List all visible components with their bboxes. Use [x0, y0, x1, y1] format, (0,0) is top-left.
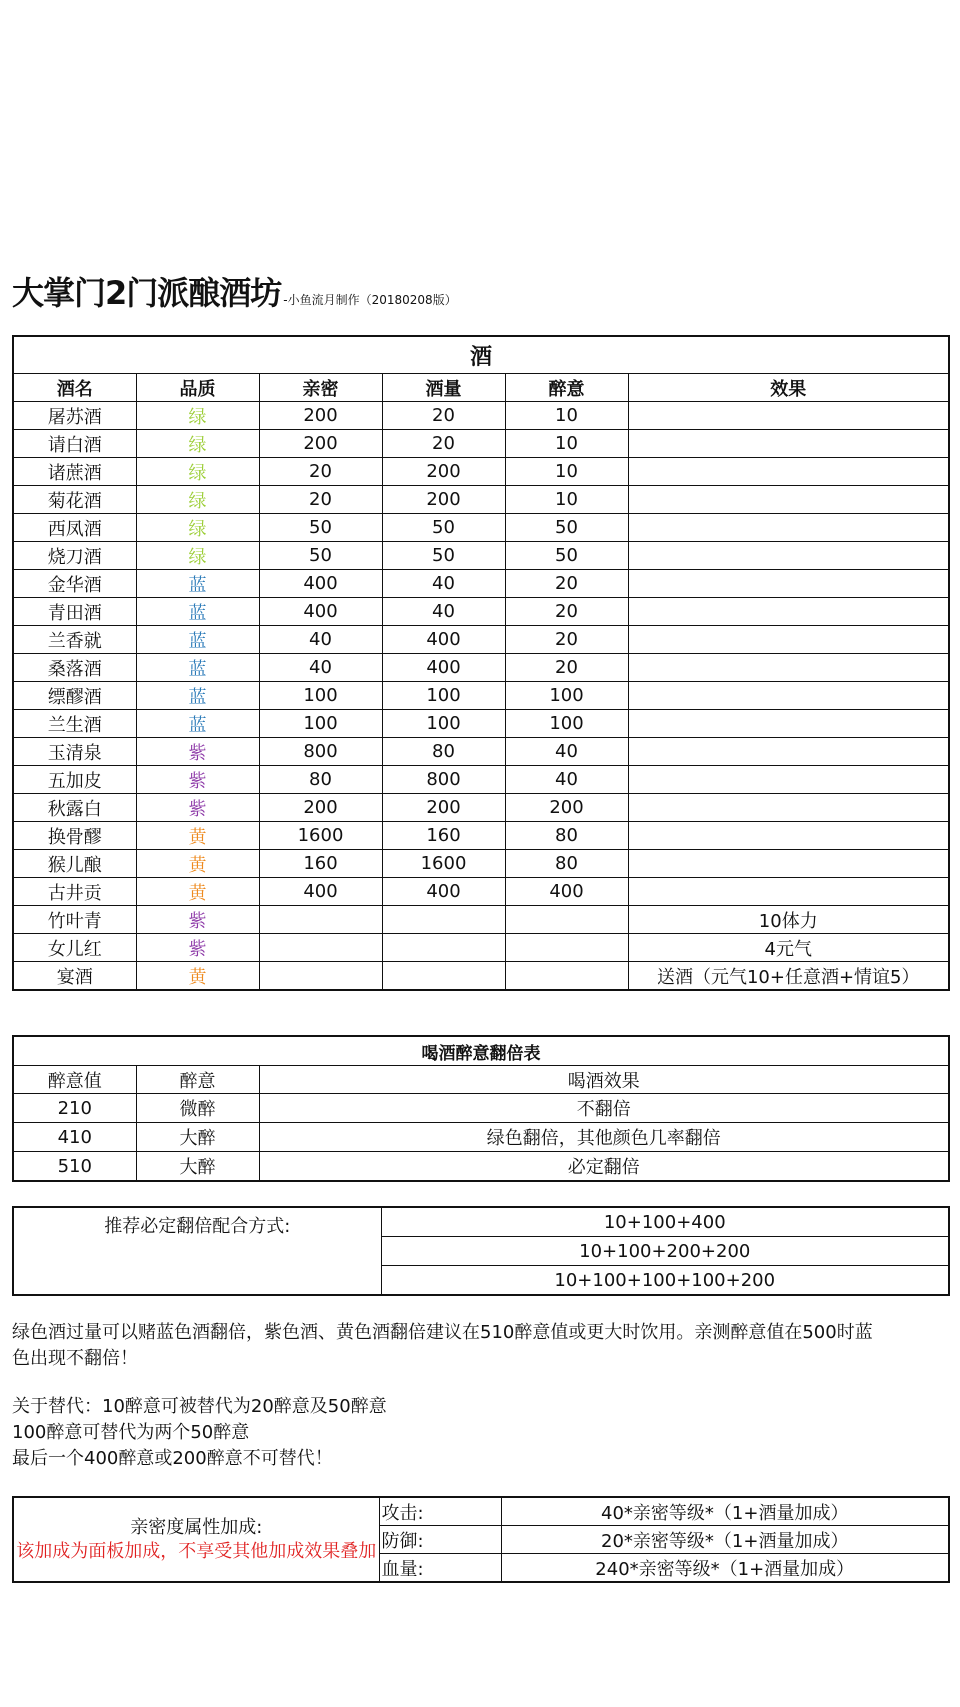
capacity-cell: 100: [382, 710, 505, 738]
drunk-value-cell: 510: [13, 1152, 136, 1182]
intimacy-cell: [259, 906, 382, 934]
effect-cell: [628, 766, 949, 794]
table-row: [13, 1152, 949, 1182]
substitution-notes: [12, 1394, 952, 1472]
quality-cell: 蓝: [136, 682, 259, 710]
drunk-cell: 100: [505, 710, 628, 738]
capacity-cell: 50: [382, 514, 505, 542]
table-row: [13, 654, 949, 682]
column-header: 亲密: [259, 374, 382, 402]
effect-cell: [628, 458, 949, 486]
effect-cell: [628, 430, 949, 458]
table-row: [13, 794, 949, 822]
table-row: [13, 738, 949, 766]
wine-name-cell: 竹叶青: [13, 906, 136, 934]
combo-cell: 10+100+400: [381, 1207, 949, 1237]
drunk-cell: 50: [505, 542, 628, 570]
quality-cell: 绿: [136, 542, 259, 570]
capacity-cell: 200: [382, 458, 505, 486]
stat-formula-cell: 40*亲密等级*（1+酒量加成）: [501, 1497, 949, 1526]
capacity-cell: 80: [382, 738, 505, 766]
capacity-cell: 1600: [382, 850, 505, 878]
page-subtitle: -小鱼流月制作（20180208版）: [283, 293, 457, 307]
table-row: [13, 626, 949, 654]
column-header: 醉意: [505, 374, 628, 402]
table-row: [13, 1094, 949, 1123]
drunk-level-cell: 大醉: [136, 1152, 259, 1182]
stat-name-cell: 防御:: [379, 1526, 501, 1554]
note-line: 最后一个400醉意或200醉意不可替代！: [12, 1448, 333, 1469]
wine-name-cell: 兰香就: [13, 626, 136, 654]
quality-cell: 紫: [136, 738, 259, 766]
column-header: 醉意: [136, 1066, 259, 1094]
effect-cell: 送酒（元气10+任意酒+情谊5）: [628, 962, 949, 991]
quality-cell: 蓝: [136, 570, 259, 598]
quality-cell: 绿: [136, 430, 259, 458]
quality-cell: 黄: [136, 962, 259, 991]
effect-cell: [628, 738, 949, 766]
drunk-cell: [505, 906, 628, 934]
combo-cell: 10+100+100+100+200: [381, 1266, 949, 1296]
effect-cell: [628, 570, 949, 598]
drink-effect-cell: 绿色翻倍，其他颜色几率翻倍: [259, 1123, 949, 1152]
drunk-cell: 20: [505, 626, 628, 654]
table-row: [13, 878, 949, 906]
effect-cell: [628, 514, 949, 542]
effect-cell: [628, 598, 949, 626]
wine-name-cell: 屠苏酒: [13, 402, 136, 430]
wine-name-cell: 宴酒: [13, 962, 136, 991]
recommended-combo-table: [12, 1206, 950, 1296]
table-row: [13, 514, 949, 542]
wine-name-cell: 五加皮: [13, 766, 136, 794]
capacity-cell: 200: [382, 794, 505, 822]
intimacy-cell: 400: [259, 570, 382, 598]
capacity-cell: 50: [382, 542, 505, 570]
wine-name-cell: 玉清泉: [13, 738, 136, 766]
effect-cell: [628, 626, 949, 654]
effect-cell: [628, 794, 949, 822]
intimacy-cell: 50: [259, 514, 382, 542]
capacity-cell: 160: [382, 822, 505, 850]
wine-table: [12, 335, 950, 991]
wine-table-header: [13, 374, 949, 402]
drunk-cell: 100: [505, 682, 628, 710]
drunk-cell: 10: [505, 430, 628, 458]
page-header: [12, 268, 457, 314]
capacity-cell: 20: [382, 402, 505, 430]
wine-name-cell: 诸蔗酒: [13, 458, 136, 486]
effect-cell: [628, 850, 949, 878]
drunk-cell: [505, 962, 628, 991]
intimacy-cell: 200: [259, 402, 382, 430]
page-title: 大掌门2门派酿酒坊: [12, 274, 282, 312]
table-row: [13, 402, 949, 430]
wine-name-cell: 烧刀酒: [13, 542, 136, 570]
intimacy-cell: 40: [259, 626, 382, 654]
table-row: [13, 458, 949, 486]
wine-name-cell: 金华酒: [13, 570, 136, 598]
drink-effect-cell: 不翻倍: [259, 1094, 949, 1123]
table-row: [13, 934, 949, 962]
column-header: 效果: [628, 374, 949, 402]
column-header: 品质: [136, 374, 259, 402]
intimacy-cell: 800: [259, 738, 382, 766]
effect-cell: [628, 542, 949, 570]
quality-cell: 绿: [136, 458, 259, 486]
intimacy-cell: 400: [259, 878, 382, 906]
capacity-cell: 400: [382, 878, 505, 906]
quality-cell: 蓝: [136, 654, 259, 682]
effect-cell: [628, 878, 949, 906]
bonus-title: 亲密度属性加成:: [130, 1516, 263, 1538]
column-header: 酒量: [382, 374, 505, 402]
intimacy-cell: 80: [259, 766, 382, 794]
drunk-cell: 80: [505, 850, 628, 878]
bonus-warning: 该加成为面板加成，不享受其他加成效果叠加: [16, 1540, 377, 1562]
drunk-cell: 20: [505, 598, 628, 626]
quality-cell: 紫: [136, 906, 259, 934]
wine-name-cell: 请白酒: [13, 430, 136, 458]
drunk-level-cell: 大醉: [136, 1123, 259, 1152]
table-row: [13, 710, 949, 738]
capacity-cell: 40: [382, 598, 505, 626]
wine-name-cell: 换骨醪: [13, 822, 136, 850]
drunk-value-cell: 410: [13, 1123, 136, 1152]
effect-cell: [628, 822, 949, 850]
table-row: [13, 682, 949, 710]
drunk-cell: 200: [505, 794, 628, 822]
intimacy-cell: 200: [259, 794, 382, 822]
capacity-cell: [382, 906, 505, 934]
intimacy-cell: 1600: [259, 822, 382, 850]
quality-cell: 紫: [136, 766, 259, 794]
capacity-cell: [382, 962, 505, 991]
table-row: [13, 486, 949, 514]
wine-name-cell: 缥醪酒: [13, 682, 136, 710]
intimacy-cell: 20: [259, 458, 382, 486]
drunk-level-cell: 微醉: [136, 1094, 259, 1123]
capacity-cell: 200: [382, 486, 505, 514]
wine-name-cell: 青田酒: [13, 598, 136, 626]
quality-cell: 紫: [136, 794, 259, 822]
capacity-cell: 400: [382, 626, 505, 654]
effect-cell: [628, 682, 949, 710]
quality-cell: 绿: [136, 486, 259, 514]
intimacy-cell: 100: [259, 710, 382, 738]
table-row: [13, 1123, 949, 1152]
capacity-cell: 20: [382, 430, 505, 458]
effect-cell: [628, 486, 949, 514]
table-row: [13, 850, 949, 878]
intimacy-cell: 20: [259, 486, 382, 514]
drunk-cell: 10: [505, 458, 628, 486]
intimacy-cell: 40: [259, 654, 382, 682]
effect-cell: [628, 402, 949, 430]
drunk-cell: 20: [505, 570, 628, 598]
wine-table-title: 酒: [13, 336, 949, 374]
drunk-cell: 40: [505, 738, 628, 766]
note-line: 100醉意可替代为两个50醉意: [12, 1422, 250, 1443]
effect-cell: [628, 710, 949, 738]
column-header: 喝酒效果: [259, 1066, 949, 1094]
wine-name-cell: 西凤酒: [13, 514, 136, 542]
drunk-cell: 20: [505, 654, 628, 682]
capacity-cell: 400: [382, 654, 505, 682]
table-row: [13, 822, 949, 850]
bonus-label-cell: [13, 1497, 379, 1582]
quality-cell: 蓝: [136, 598, 259, 626]
combo-label: 推荐必定翻倍配合方式:: [13, 1207, 381, 1295]
stat-name-cell: 攻击:: [379, 1497, 501, 1526]
intimacy-cell: [259, 934, 382, 962]
wine-name-cell: 桑落酒: [13, 654, 136, 682]
effect-cell: 4元气: [628, 934, 949, 962]
drunk-cell: 80: [505, 822, 628, 850]
intimacy-cell: 100: [259, 682, 382, 710]
drunk-cell: [505, 934, 628, 962]
effect-cell: [628, 654, 949, 682]
wine-name-cell: 秋露白: [13, 794, 136, 822]
quality-cell: 绿: [136, 402, 259, 430]
intimacy-cell: [259, 962, 382, 991]
quality-cell: 黄: [136, 822, 259, 850]
quality-cell: 紫: [136, 934, 259, 962]
drunk-value-cell: 210: [13, 1094, 136, 1123]
table-row: [13, 598, 949, 626]
stat-name-cell: 血量:: [379, 1554, 501, 1583]
quality-cell: 黄: [136, 850, 259, 878]
wine-name-cell: 猴儿酿: [13, 850, 136, 878]
column-header: 醉意值: [13, 1066, 136, 1094]
wine-name-cell: 菊花酒: [13, 486, 136, 514]
table-row: [13, 906, 949, 934]
capacity-cell: 800: [382, 766, 505, 794]
capacity-cell: [382, 934, 505, 962]
capacity-cell: 40: [382, 570, 505, 598]
quality-cell: 蓝: [136, 710, 259, 738]
wine-name-cell: 女儿红: [13, 934, 136, 962]
note-paragraph: [12, 1320, 952, 1372]
stat-formula-cell: 20*亲密等级*（1+酒量加成）: [501, 1526, 949, 1554]
intimacy-cell: 160: [259, 850, 382, 878]
quality-cell: 蓝: [136, 626, 259, 654]
column-header: 酒名: [13, 374, 136, 402]
drink-effect-cell: 必定翻倍: [259, 1152, 949, 1182]
table-row: [13, 962, 949, 991]
drunk-cell: 40: [505, 766, 628, 794]
note-line: 绿色酒过量可以赌蓝色酒翻倍，紫色酒、黄色酒翻倍建议在510醉意值或更大时饮用。亲测醉意值在500时蓝: [12, 1322, 873, 1343]
drunk-cell: 10: [505, 402, 628, 430]
note-line: 关于替代：10醉意可被替代为20醉意及50醉意: [12, 1396, 387, 1417]
stat-formula-cell: 240*亲密等级*（1+酒量加成）: [501, 1554, 949, 1583]
intimacy-bonus-table: [12, 1496, 950, 1583]
drunk-cell: 50: [505, 514, 628, 542]
drunk-cell: 10: [505, 486, 628, 514]
table-row: [13, 430, 949, 458]
capacity-cell: 100: [382, 682, 505, 710]
intimacy-cell: 200: [259, 430, 382, 458]
table-row: [13, 766, 949, 794]
table-row: [13, 542, 949, 570]
quality-cell: 绿: [136, 514, 259, 542]
quality-cell: 黄: [136, 878, 259, 906]
wine-name-cell: 兰生酒: [13, 710, 136, 738]
intimacy-cell: 400: [259, 598, 382, 626]
drunk-multiplier-table: [12, 1035, 950, 1182]
intimacy-cell: 50: [259, 542, 382, 570]
note-line: 色出现不翻倍！: [12, 1348, 138, 1369]
drunk-cell: 400: [505, 878, 628, 906]
multiplier-table-title: 喝酒醉意翻倍表: [13, 1036, 949, 1066]
combo-cell: 10+100+200+200: [381, 1237, 949, 1266]
table-row: [13, 570, 949, 598]
effect-cell: 10体力: [628, 906, 949, 934]
wine-name-cell: 古井贡: [13, 878, 136, 906]
